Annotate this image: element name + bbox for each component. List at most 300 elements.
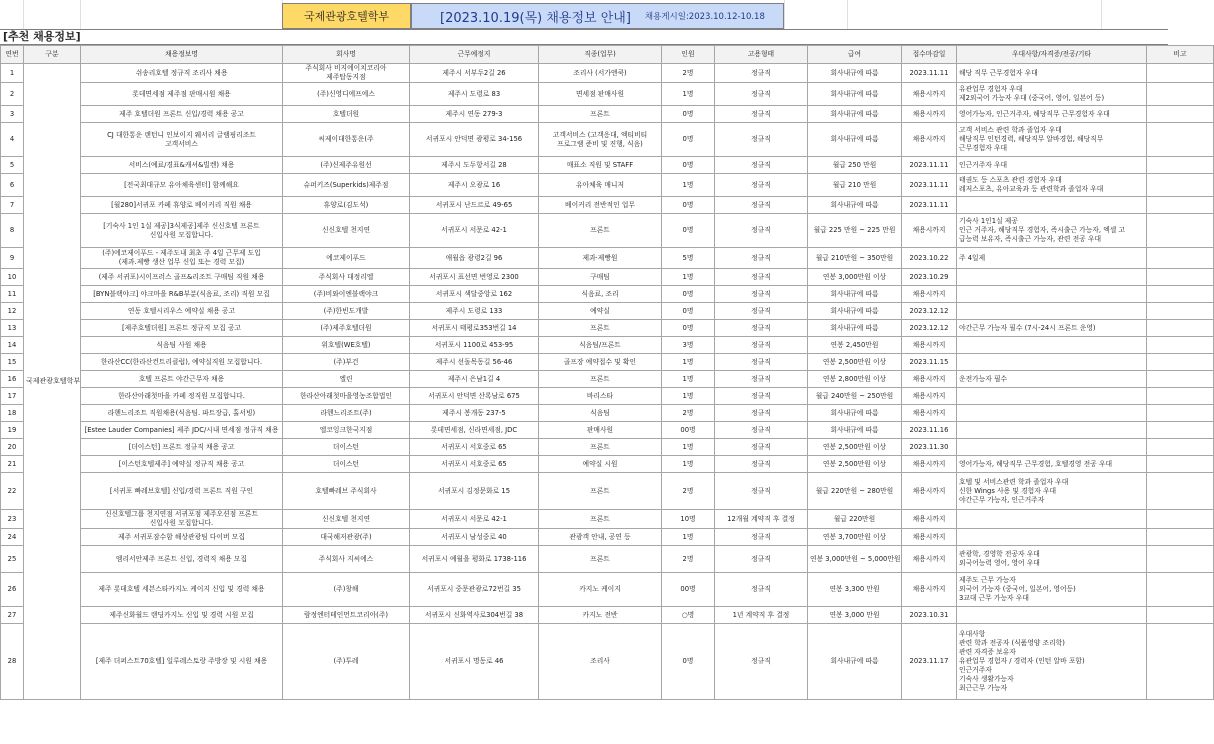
company-cell: 호텔더원 <box>283 106 410 123</box>
job-title-cell: 제주신화월드 랜딩카지노 신입 및 경력 시원 모집 <box>81 607 283 624</box>
job-cell: 식음료, 조리 <box>539 286 662 303</box>
preference-cell <box>957 303 1147 320</box>
note-cell <box>1147 320 1214 337</box>
deadline-cell: 2023.11.11 <box>902 197 957 214</box>
table-row <box>1 422 1214 439</box>
row-number: 11 <box>1 286 24 303</box>
notice-title: [2023.10.19(목) 채용정보 안내] <box>440 10 631 26</box>
deadline-cell: 채용시까지 <box>902 529 957 546</box>
job-cell: 바리스타 <box>539 388 662 405</box>
location-cell: 서귀포시 중문관광로72번길 35 <box>410 573 539 607</box>
job-title-cell: [제주호텔더원] 프론트 정규직 모집 공고 <box>81 320 283 337</box>
job-cell: 조리사 <box>539 624 662 700</box>
row-number: 3 <box>1 106 24 123</box>
preference-cell: 호텔 및 서비스관련 학과 졸업자 우대 신한 Wings 사용 및 경험자 우대 야간근무 가능자, 인근거주자 <box>957 473 1147 510</box>
preference-cell: 야간근무 가능자 필수 (7시-24시 프론트 운영) <box>957 320 1147 337</box>
row-number: 12 <box>1 303 24 320</box>
row-number: 9 <box>1 248 24 269</box>
salary-cell: 월급 210 만원 <box>808 174 902 197</box>
job-cell: 프론트 <box>539 371 662 388</box>
row-number: 21 <box>1 456 24 473</box>
header-row <box>1 46 1214 64</box>
deadline-cell: 채용시까지 <box>902 83 957 106</box>
employment-type-cell: 정규직 <box>715 269 808 286</box>
employment-type-cell: 정규직 <box>715 354 808 371</box>
table-row <box>1 286 1214 303</box>
salary-cell: 연봉 2,800만원 이상 <box>808 371 902 388</box>
employment-type-cell: 정규직 <box>715 371 808 388</box>
table-row <box>1 529 1214 546</box>
note-cell <box>1147 64 1214 83</box>
company-cell: 라헨느리조트(주) <box>283 405 410 422</box>
note-cell <box>1147 106 1214 123</box>
headcount-cell: 2명 <box>662 64 715 83</box>
table-row <box>1 354 1214 371</box>
salary-cell: 월급 210만원 ~ 350만원 <box>808 248 902 269</box>
salary-cell: 연봉 3,000만원 ~ 5,000만원 <box>808 546 902 573</box>
company-cell: (주)신영디에프에스 <box>283 83 410 106</box>
location-cell: 제주시 연동 279-3 <box>410 106 539 123</box>
note-cell <box>1147 174 1214 197</box>
job-title-cell: 제주 롯데호텔 세븐스타카지노 케이지 신입 및 경력 채용 <box>81 573 283 607</box>
headcount-cell: 1명 <box>662 371 715 388</box>
col-header-count: 인원 <box>662 46 715 64</box>
row-number: 24 <box>1 529 24 546</box>
job-cell: 고객서비스 (고객응대, 엑티비티 프로그램 준비 및 진행, 식음) <box>539 123 662 157</box>
headcount-cell: 0명 <box>662 197 715 214</box>
deadline-cell: 채용시까지 <box>902 473 957 510</box>
job-cell: 프론트 <box>539 439 662 456</box>
company-cell: 더이스턴 <box>283 456 410 473</box>
deadline-cell: 2023.12.12 <box>902 320 957 337</box>
salary-cell: 회사내규에 따름 <box>808 422 902 439</box>
job-title-cell: CJ 대한통운 랜턴니 인보이지 웨서리 글램핑리조트 고객서비스 <box>81 123 283 157</box>
job-cell: 식음팀 <box>539 405 662 422</box>
table-row <box>1 337 1214 354</box>
table-row <box>1 248 1214 269</box>
row-number: 14 <box>1 337 24 354</box>
job-title-cell: 연동 호텔시리우스 예약실 채용 공고 <box>81 303 283 320</box>
deadline-cell: 2023.11.11 <box>902 64 957 83</box>
job-title-cell: (주)에코제이푸드 - 제주도내 최초 주 4일 근무제 도입 (제과.제빵 생산 업무 신입 또는 경력 모집) <box>81 248 283 269</box>
preference-cell: 우대사항 관련 학과 전공자 (식품영양 조리학) 관련 자격증 보유자 유관업무 경험자 / 경력자 (인턴 알바 포함) 인근거주자 기숙사 생활가능자 최근근무 가능자 <box>957 624 1147 700</box>
row-number: 17 <box>1 388 24 405</box>
row-number: 6 <box>1 174 24 197</box>
employment-type-cell: 정규직 <box>715 286 808 303</box>
company-cell: 엘코잉크한국지점 <box>283 422 410 439</box>
salary-cell: 월급 225 만원 ~ 225 만원 <box>808 214 902 248</box>
preference-cell: 영어가능자, 인근거주자, 해당직무 근무경험자 우대 <box>957 106 1147 123</box>
table-row <box>1 106 1214 123</box>
table-row <box>1 174 1214 197</box>
job-cell: 프론트 <box>539 214 662 248</box>
job-cell: 제과·제빵원 <box>539 248 662 269</box>
school-banner <box>282 3 411 29</box>
headcount-cell: 0명 <box>662 286 715 303</box>
row-number: 22 <box>1 473 24 510</box>
job-cell: 식음팀/프론트 <box>539 337 662 354</box>
salary-cell: 회사내규에 따름 <box>808 64 902 83</box>
headcount-cell: 1명 <box>662 269 715 286</box>
school-label: 국제관광호텔학부 <box>303 10 389 23</box>
row-number: 4 <box>1 123 24 157</box>
note-cell <box>1147 83 1214 106</box>
row-number: 10 <box>1 269 24 286</box>
company-cell: (주)신제주유원선 <box>283 157 410 174</box>
preference-cell: 기숙사 1인1실 제공 인근 거주자, 해당직무 경험자, 즉시출근 가능자, 엑셀 고 급능력 보유자, 즉시출근 가능자, 관련 전공 우대 <box>957 214 1147 248</box>
deadline-cell: 채용시까지 <box>902 510 957 529</box>
headcount-cell: ○명 <box>662 607 715 624</box>
employment-type-cell: 정규직 <box>715 83 808 106</box>
job-title-cell: [BYN블랙야크] 야크마을 R&B부분(식음료, 조리) 직원 모집 <box>81 286 283 303</box>
employment-type-cell: 정규직 <box>715 64 808 83</box>
job-cell: 관광객 안내, 공연 등 <box>539 529 662 546</box>
preference-cell <box>957 286 1147 303</box>
job-cell: 프론트 <box>539 320 662 337</box>
note-cell <box>1147 624 1214 700</box>
deadline-cell: 채용시까지 <box>902 388 957 405</box>
deadline-cell: 2023.12.12 <box>902 303 957 320</box>
company-cell: 위호텔(WE호텔) <box>283 337 410 354</box>
location-cell: 제주시 오광로 16 <box>410 174 539 197</box>
company-cell: 대국해저관광(주) <box>283 529 410 546</box>
preference-cell: 인근거주자 우대 <box>957 157 1147 174</box>
job-cell: 베이커리 전반적인 업무 <box>539 197 662 214</box>
location-cell: 서귀포시 난드르로 49-65 <box>410 197 539 214</box>
headcount-cell: 0명 <box>662 214 715 248</box>
company-cell: (주)제주호텔더원 <box>283 320 410 337</box>
deadline-cell: 2023.11.16 <box>902 422 957 439</box>
note-cell <box>1147 456 1214 473</box>
salary-cell: 회사내규에 따름 <box>808 197 902 214</box>
table-row <box>1 320 1214 337</box>
preference-cell <box>957 529 1147 546</box>
note-cell <box>1147 303 1214 320</box>
salary-cell: 회사내규에 따름 <box>808 286 902 303</box>
headcount-cell: 0명 <box>662 106 715 123</box>
preference-cell: 고객 서비스 관련 학과 졸업자 우대 해당직무 인턴경력, 해당직무 알바경험, 해당직무 근무경험자 우대 <box>957 123 1147 157</box>
note-cell <box>1147 371 1214 388</box>
table-row <box>1 214 1214 248</box>
job-title-cell: [이스턴호텔제주] 예약실 정규직 채용 공고 <box>81 456 283 473</box>
table-row <box>1 123 1214 157</box>
location-cell: 서귀포시 1100로 453-95 <box>410 337 539 354</box>
job-cell: 프론트 <box>539 473 662 510</box>
headcount-cell: 2명 <box>662 473 715 510</box>
deadline-cell: 2023.11.11 <box>902 157 957 174</box>
employment-type-cell: 정규직 <box>715 320 808 337</box>
job-title-cell: 엠리서안제주 프론트 신입, 경력직 채용 모집 <box>81 546 283 573</box>
note-cell <box>1147 546 1214 573</box>
location-cell: 제주시 은남1길 4 <box>410 371 539 388</box>
employment-type-cell: 정규직 <box>715 624 808 700</box>
salary-cell: 연봉 2,500만원 이상 <box>808 456 902 473</box>
job-cell: 예약실 시원 <box>539 456 662 473</box>
deadline-cell: 채용시까지 <box>902 456 957 473</box>
table-row <box>1 473 1214 510</box>
employment-type-cell: 정규직 <box>715 546 808 573</box>
row-number: 26 <box>1 573 24 607</box>
location-cell: 서귀포시 표선면 번영로 2300 <box>410 269 539 286</box>
company-cell: 슈퍼키즈(Superkids)제주점 <box>283 174 410 197</box>
note-cell <box>1147 337 1214 354</box>
job-cell: 유아체육 매니저 <box>539 174 662 197</box>
deadline-cell: 2023.10.29 <box>902 269 957 286</box>
job-title-cell: 쉬송리호텔 정규직 조리사 채용 <box>81 64 283 83</box>
table-row <box>1 157 1214 174</box>
deadline-cell: 채용시까지 <box>902 337 957 354</box>
location-cell: 서귀포시 신화역사로304번길 38 <box>410 607 539 624</box>
salary-cell: 회사내규에 따름 <box>808 106 902 123</box>
row-number: 15 <box>1 354 24 371</box>
location-cell: 서귀포시 색달중앙로 162 <box>410 286 539 303</box>
location-cell: 서귀포시 안덕면 산록남로 675 <box>410 388 539 405</box>
note-cell <box>1147 529 1214 546</box>
employment-type-cell: 정규직 <box>715 456 808 473</box>
table-row <box>1 388 1214 405</box>
col-header-preference: 우대사항/자격증/전공/기타 <box>957 46 1147 64</box>
job-title-cell: 호텔 프론트 야간근무자 채용 <box>81 371 283 388</box>
job-title-cell: 한라산아래첫마을 카페 정직원 모집합니다. <box>81 388 283 405</box>
job-title-cell: [Estee Lauder Companies] 제주 JDC/시내 면세점 정규직 채용 <box>81 422 283 439</box>
employment-type-cell: 정규직 <box>715 106 808 123</box>
employment-type-cell: 정규직 <box>715 529 808 546</box>
job-cell: 프론트 <box>539 546 662 573</box>
note-cell <box>1147 248 1214 269</box>
salary-cell: 연봉 3,300 만원 <box>808 573 902 607</box>
employment-type-cell: 정규직 <box>715 214 808 248</box>
deadline-cell: 채용시까지 <box>902 286 957 303</box>
headcount-cell: 2명 <box>662 546 715 573</box>
preference-cell <box>957 388 1147 405</box>
headcount-cell: 0명 <box>662 320 715 337</box>
table-row <box>1 510 1214 529</box>
job-cell: 프론트 <box>539 106 662 123</box>
employment-type-cell: 정규직 <box>715 337 808 354</box>
row-number: 20 <box>1 439 24 456</box>
row-number: 28 <box>1 624 24 700</box>
location-cell: 서귀포시 예월을 평화로 1738-116 <box>410 546 539 573</box>
note-cell <box>1147 269 1214 286</box>
headcount-cell: 0명 <box>662 123 715 157</box>
job-title-cell: 식음팀 사원 채용 <box>81 337 283 354</box>
deadline-cell: 채용시까지 <box>902 546 957 573</box>
table-row <box>1 624 1214 700</box>
employment-type-cell: 1년 계약직 후 결정 <box>715 607 808 624</box>
deadline-cell: 채용시까지 <box>902 573 957 607</box>
employment-type-cell: 정규직 <box>715 174 808 197</box>
location-cell: 서귀포시 안덕면 광평로 34-156 <box>410 123 539 157</box>
job-cell: 매표소 직원 및 STAFF <box>539 157 662 174</box>
job-title-cell: [월280]서귀포 카페 휴양로 베이커리 직원 채용 <box>81 197 283 214</box>
table-row <box>1 197 1214 214</box>
table-row <box>1 573 1214 607</box>
location-cell: 서귀포시 명동로 46 <box>410 624 539 700</box>
salary-cell: 월급 220만원 ~ 280만원 <box>808 473 902 510</box>
deadline-cell: 채용시까지 <box>902 405 957 422</box>
salary-cell: 회사내규에 따름 <box>808 83 902 106</box>
company-cell: 주식회사 대정리엘 <box>283 269 410 286</box>
preference-cell: 영어가능자, 해당직무 근무경험, 호텔경영 전공 우대 <box>957 456 1147 473</box>
posting-period: 채용게시일:2023.10.12-10.18 <box>644 12 765 22</box>
note-cell <box>1147 422 1214 439</box>
location-cell: 서귀포시 서문로 42-1 <box>410 510 539 529</box>
preference-cell: 관광학, 경영학 전공자 우대 외국어능력 영어, 영어 우대 <box>957 546 1147 573</box>
headcount-cell: 1명 <box>662 439 715 456</box>
location-cell: 제주시 서부두2길 26 <box>410 64 539 83</box>
company-cell: (주)부건 <box>283 354 410 371</box>
salary-cell: 연봉 2,450만원 <box>808 337 902 354</box>
col-header-company: 회사명 <box>283 46 410 64</box>
deadline-cell: 채용시까지 <box>902 371 957 388</box>
salary-cell: 연봉 2,500만원 이상 <box>808 354 902 371</box>
preference-cell <box>957 607 1147 624</box>
location-cell: 서귀포시 태평로353번길 14 <box>410 320 539 337</box>
job-cell: 예약실 <box>539 303 662 320</box>
job-cell: 조리사 (서가앤쿡) <box>539 64 662 83</box>
location-cell: 서귀포시 서호중로 65 <box>410 456 539 473</box>
location-cell: 제주시 봉개동 237-5 <box>410 405 539 422</box>
employment-type-cell: 정규직 <box>715 388 808 405</box>
location-cell: 제주시 도두항서길 28 <box>410 157 539 174</box>
row-number: 27 <box>1 607 24 624</box>
deadline-cell: 채용시까지 <box>902 123 957 157</box>
category-cell: 국제관광호텔학부 <box>24 64 81 700</box>
headcount-cell: 1명 <box>662 83 715 106</box>
job-title-cell: [더이스턴] 프론트 정규직 채용 공고 <box>81 439 283 456</box>
salary-cell: 월급 240만원 ~ 250만원 <box>808 388 902 405</box>
job-cell: 판매사원 <box>539 422 662 439</box>
col-header-pay: 급여 <box>808 46 902 64</box>
headcount-cell: 5명 <box>662 248 715 269</box>
location-cell: 제주시 도령로 133 <box>410 303 539 320</box>
note-cell <box>1147 157 1214 174</box>
salary-cell: 연봉 3,000 만원 <box>808 607 902 624</box>
salary-cell: 회사내규에 따름 <box>808 320 902 337</box>
salary-cell: 회사내규에 따름 <box>808 624 902 700</box>
company-cell: (주)투레 <box>283 624 410 700</box>
company-cell: 주식회사 비지에이치코리아 제주탑동지점 <box>283 64 410 83</box>
job-title-cell: (제주 서귀포)시이프러스 골프&리조트 구매팀 직원 채용 <box>81 269 283 286</box>
salary-cell: 회사내규에 따름 <box>808 405 902 422</box>
job-cell: 카지노 전반 <box>539 607 662 624</box>
job-title-cell: 신신호텔그룹 천지연점 서귀포점 제주오션점 프론트 신입사원 모집합니다. <box>81 510 283 529</box>
row-number: 18 <box>1 405 24 422</box>
info-banner <box>411 3 784 29</box>
note-cell <box>1147 214 1214 248</box>
row-number: 2 <box>1 83 24 106</box>
table-row <box>1 546 1214 573</box>
section-header <box>0 29 1168 45</box>
deadline-cell: 채용시까지 <box>902 106 957 123</box>
table-row <box>1 269 1214 286</box>
deadline-cell: 2023.10.31 <box>902 607 957 624</box>
employment-type-cell: 정규직 <box>715 197 808 214</box>
salary-cell: 연봉 3,000만원 이상 <box>808 269 902 286</box>
row-number: 16 <box>1 371 24 388</box>
headcount-cell: 00명 <box>662 573 715 607</box>
preference-cell: 운전가능자 필수 <box>957 371 1147 388</box>
headcount-cell: 00명 <box>662 422 715 439</box>
row-number: 13 <box>1 320 24 337</box>
headcount-cell: 0명 <box>662 157 715 174</box>
salary-cell: 연봉 3,700만원 이상 <box>808 529 902 546</box>
employment-type-cell: 12개월 계약직 후 결정 <box>715 510 808 529</box>
company-cell: 신신호텔 천지연 <box>283 510 410 529</box>
salary-cell: 연봉 2,500만원 이상 <box>808 439 902 456</box>
preference-cell: 주 4일제 <box>957 248 1147 269</box>
deadline-cell: 2023.11.30 <box>902 439 957 456</box>
deadline-cell: 2023.11.11 <box>902 174 957 197</box>
location-cell: 롯데면세점, 신라면세점, JDC <box>410 422 539 439</box>
note-cell <box>1147 510 1214 529</box>
company-cell: (주)한빈도개발 <box>283 303 410 320</box>
company-cell: 엘린 <box>283 371 410 388</box>
table-row <box>1 405 1214 422</box>
company-cell: 휴양로(김도석) <box>283 197 410 214</box>
headcount-cell: 0명 <box>662 624 715 700</box>
job-cell: 면세점 판매사원 <box>539 83 662 106</box>
note-cell <box>1147 354 1214 371</box>
table-row <box>1 607 1214 624</box>
job-title-cell: 제주 서귀포잠수함 해상관광팀 다이버 모집 <box>81 529 283 546</box>
headcount-cell: 2명 <box>662 405 715 422</box>
job-title-cell: [기숙사 1인 1실 제공]3식제공]제주 신신호텔 프론트 신입사원 모집합니다. <box>81 214 283 248</box>
headcount-cell: 1명 <box>662 529 715 546</box>
location-cell: 서귀포시 남성중로 40 <box>410 529 539 546</box>
table-row <box>1 64 1214 83</box>
table-row <box>1 439 1214 456</box>
job-title-cell: 라헨느리조트 직원채용(식음팀. 파트장급, 홀서빙) <box>81 405 283 422</box>
col-header-deadline: 접수마감일 <box>902 46 957 64</box>
preference-cell: 유관업무 경험자 우대 제2외국어 가능자 우대 (중국어, 영어, 일본어 등) <box>957 83 1147 106</box>
row-number: 23 <box>1 510 24 529</box>
table-row <box>1 456 1214 473</box>
job-cell: 카지노 케이지 <box>539 573 662 607</box>
note-cell <box>1147 473 1214 510</box>
row-number: 5 <box>1 157 24 174</box>
preference-cell <box>957 269 1147 286</box>
note-cell <box>1147 405 1214 422</box>
location-cell: 애월읍 광령2길 96 <box>410 248 539 269</box>
location-cell: 서귀포시 서문로 42-1 <box>410 214 539 248</box>
employment-type-cell: 정규직 <box>715 248 808 269</box>
preference-cell: 해당 직무 근무경험자 우대 <box>957 64 1147 83</box>
preference-cell: 제주도 근무 가능자 외국어 가능자 (중국어, 일본어, 영어등) 3교대 근무 가능자 우대 <box>957 573 1147 607</box>
job-title-cell: [서귀포 빠레브호텔] 신입/경력 프론트 직원 구인 <box>81 473 283 510</box>
note-cell <box>1147 573 1214 607</box>
headcount-cell: 1명 <box>662 388 715 405</box>
col-header-no: 연번 <box>1 46 24 64</box>
col-header-job: 직종(업무) <box>539 46 662 64</box>
preference-cell <box>957 405 1147 422</box>
deadline-cell: 2023.11.17 <box>902 624 957 700</box>
headcount-cell: 1명 <box>662 174 715 197</box>
col-header-location: 근무예정지 <box>410 46 539 64</box>
company-cell: (주)창해 <box>283 573 410 607</box>
salary-cell: 월급 220만원 <box>808 510 902 529</box>
note-cell <box>1147 123 1214 157</box>
table-row <box>1 371 1214 388</box>
row-number: 7 <box>1 197 24 214</box>
row-number: 8 <box>1 214 24 248</box>
job-table <box>0 45 1214 700</box>
job-title-cell: [전국최대규모 유아체육센터] 함께해요 <box>81 174 283 197</box>
job-title-cell: 롯데면세점 제주점 판매시원 채용 <box>81 83 283 106</box>
job-title-cell: 서비스(예료/경표&캐셔&빌켄) 채용 <box>81 157 283 174</box>
preference-cell: 태권도 등 스포츠 관련 경험자 우대 레저스포츠, 유아교육과 등 관련학과 졸업자 우대 <box>957 174 1147 197</box>
row-number: 1 <box>1 64 24 83</box>
